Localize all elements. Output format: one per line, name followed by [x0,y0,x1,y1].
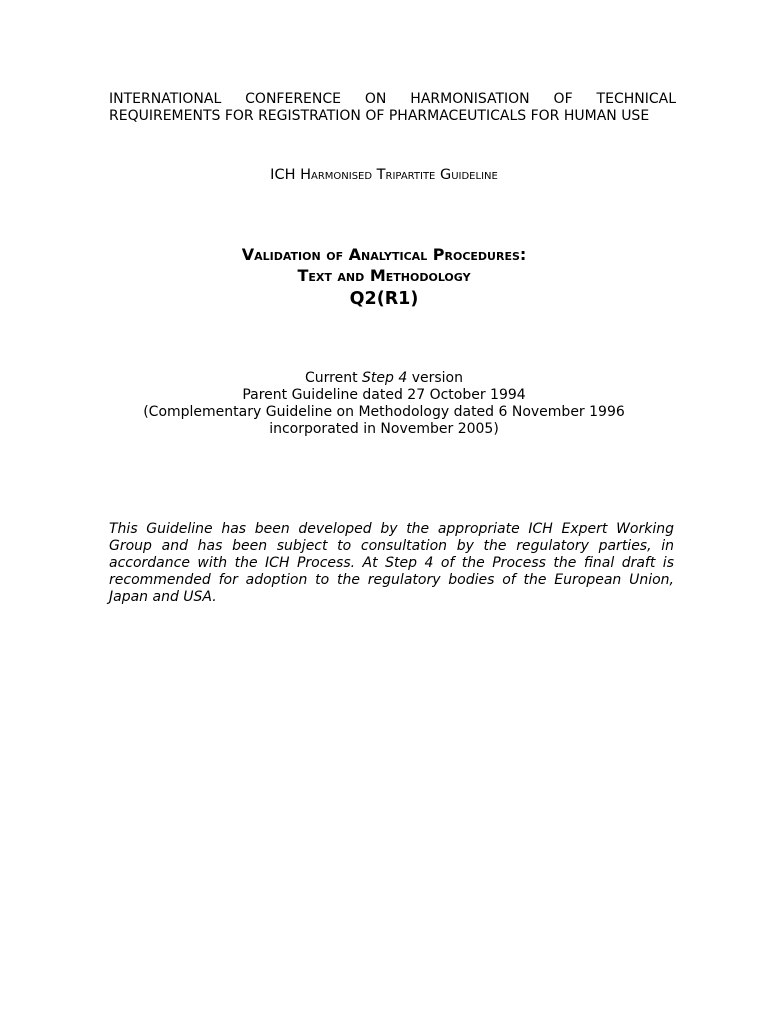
version-info [0,370,768,438]
complementary-guideline-line: (Complementary Guideline on Methodology dated 6 November 1996 [143,404,625,420]
current-version-step: Step 4 [362,370,408,386]
current-version-suffix: version [411,370,463,386]
development-statement: This Guideline has been developed by the appropriate ICH Expert Working Group and has been subject to consultation by the regulatory parties, in accordance with the ICH Process. At Step 4 of the Process the final draft is recommended for adoption to the regulatory bodies of the European Union, Japan and USA. [109,521,674,605]
title-line-1: Validation of Analytical Procedures: [241,245,527,264]
parent-guideline-line: Parent Guideline dated 27 October 1994 [242,387,526,403]
title-line-2: Text and Methodology [297,266,471,285]
conference-heading [109,91,676,125]
current-version-line [0,370,768,387]
conference-line-2: REQUIREMENTS FOR REGISTRATION OF PHARMACEUTICALS FOR HUMAN USE [109,108,650,124]
document-title [0,244,768,311]
guideline-code: Q2(R1) [349,289,419,309]
conference-line-1: INTERNATIONAL CONFERENCE ON HARMONISATION OF TECHNICAL [109,91,676,107]
current-version-prefix: Current [304,370,358,386]
guideline-type: ICH Harmonised Tripartite Guideline [270,167,498,183]
incorporated-line: incorporated in November 2005) [269,421,499,437]
